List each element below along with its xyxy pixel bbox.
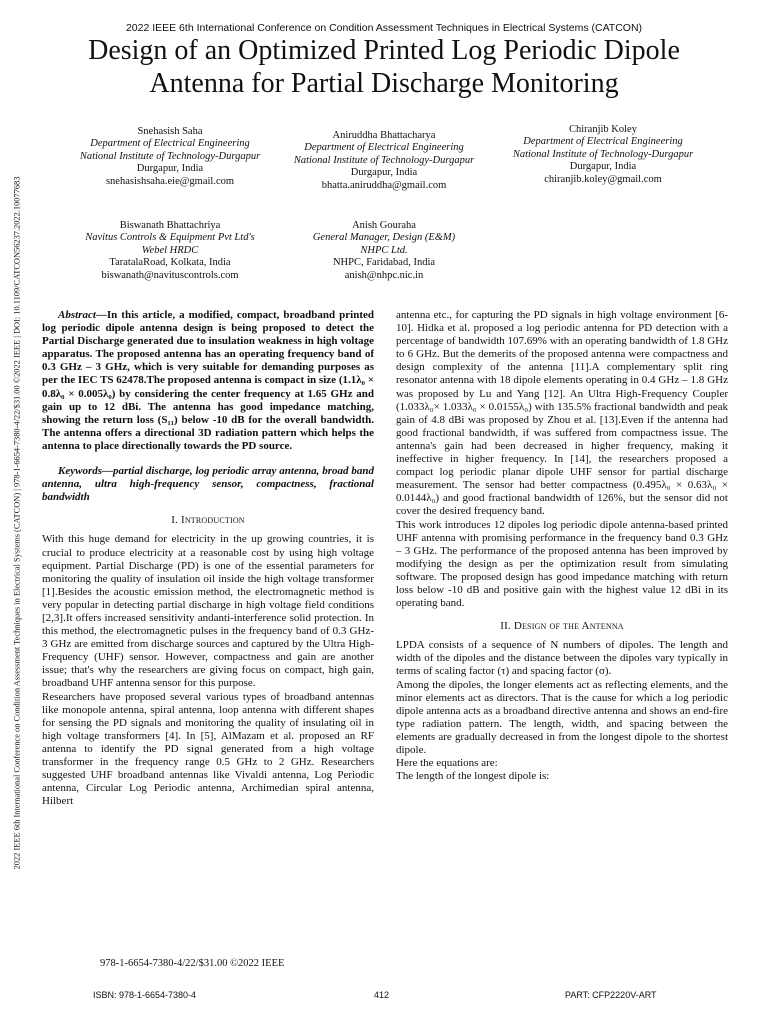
author-email: bhatta.aniruddha@gmail.com — [321, 179, 447, 191]
paragraph: Researchers have proposed several various types of broadband antennas like monopole antenna, spiral antenna, loop antenna with different shapes for sensing the PD signals and monitoring the quality of insulating oil in high voltage transformers [4]. In [5], AlMazam et al. proposed an RF antenna to identify the PD signal generated from a high voltage transformer in the frequency range 0.5 GHz to 2 GHz. Researchers suggested UHF broadband antennas like Vivaldi antenna, Log Periodic antenna, Circular Log Periodic antenna, Archimedian spiral antenna, Hilbert — [42, 690, 374, 808]
left-column — [42, 309, 374, 808]
part-label: PART: CFP2220V-ART — [565, 990, 657, 1000]
paper-title: Design of an Optimized Printed Log Periodic Dipole Antenna for Partial Discharge Monitoring — [88, 35, 680, 99]
author-name: Snehasish Saha — [137, 126, 203, 137]
author-block — [269, 220, 499, 282]
paragraph: Here the equations are: — [396, 757, 498, 770]
author-institute: National Institute of Technology-Durgapur — [79, 150, 261, 162]
author-affiliation: Navitus Controls & Equipment Pvt Ltd's — [85, 232, 255, 244]
paragraph: This work introduces 12 dipoles log periodic dipole antenna-based printed UHF antenna with promising performance in the frequency band 0.3 GHz – 3 GHz. The performance of the proposed antenna has been improved by modifying the design as per the optimization result from simulating software. The proposed design has good impedance matching with return loss below -10 dB and positive gain with the highest value 12 dBi in its operating band. — [396, 518, 728, 610]
doi-sidebar — [6, 108, 28, 938]
author-institute: National Institute of Technology-Durgapur — [512, 148, 694, 160]
author-city: NHPC, Faridabad, India — [332, 257, 436, 269]
author-institute: National Institute of Technology-Durgapur — [293, 154, 475, 166]
copyright-line: 978-1-6654-7380-4/22/$31.00 ©2022 IEEE — [100, 958, 285, 969]
author-city: TaratalaRoad, Kolkata, India — [109, 257, 231, 269]
author-affiliation: Department of Electrical Engineering — [90, 138, 250, 150]
doi-sidebar-text: 2022 IEEE 6th International Conference on Condition Assessment Techniques in Electrical Systems (CATCON) | 978-1-6654-7380-4/22/$31.00 ©2022 IEEE | DOI: 10.1109/CATCON56237.2022.10077683 — [12, 176, 22, 870]
author-affiliation: Department of Electrical Engineering — [304, 142, 464, 154]
paragraph: LPDA consists of a sequence of N numbers of dipoles. The length and width of the dipoles and the distance between the dipoles vary typically in terms of scaling factor (τ) and spacing factor (σ). — [396, 639, 728, 678]
author-name: Biswanath Bhattachriya — [119, 220, 221, 231]
isbn-label: ISBN: 978-1-6654-7380-4 — [93, 990, 197, 1000]
paragraph: With this huge demand for electricity in the up growing countries, it is crucial to produce electricity at a reasonable cost by using high voltage equipment. Partial Discharge (PD) is one of the essential parameters for monitoring the quality of insulation oil inside the high voltage transformer [1].Besides the acoustic emission method, the electromagnetic method is very popular in detecting partial discharge in high voltage field conditions [2,3].It offers increased sensitivity andanti-interference solid protection. In this method, the electromagnetic pulses in the frequency band of 0.3 GHz- 3 GHz are emitted from discharge sources and captured by the Ultra High- Frequency (UHF) sensor. However, compactness and gain are another issue; that's why the researchers are giving focus on compact, high gain, broadband UHF antenna sensor for this purpose. — [42, 533, 374, 690]
section-heading-introduction: I. Introduction — [171, 514, 245, 527]
author-email: anish@nhpc.nic.in — [344, 269, 424, 281]
section-heading-design: II. Design of the Antenna — [500, 620, 624, 633]
author-affiliation: Department of Electrical Engineering — [523, 136, 683, 148]
abstract-label: Abstract — [58, 309, 96, 321]
author-email: chiranjib.koley@gmail.com — [544, 173, 662, 185]
abstract — [42, 309, 374, 453]
right-column — [396, 309, 728, 783]
abstract-text: —In this article, a modified, compact, broadband printed log periodic dipole antenna design is being proposed to detect the Partial Discharge generated due to insulation weakness in high voltage apparatus. The proposed antenna has an operating frequency band of 0.3 GHz – 3 GHz, which is very suitable for demanding purposes as per the IEC TS 62478.The proposed antenna is compact in size (1.1λ₀ × 0.8λ₀ × 0.005λ₀) by considering the center frequency at 1.65 GHz and gain up to 12 dBi. The antenna has good impedance matching, showing the return loss (S₁₁) below -10 dB for the overall bandwidth. The antenna offers a directional 3D radiation pattern which helps the antenna to place directionally towards the PD source. — [42, 309, 374, 452]
author-block — [55, 220, 285, 282]
author-city: Durgapur, India — [136, 163, 204, 175]
keywords: Keywords—partial discharge, log periodic array antenna, broad band antenna, ultra high-frequency sensor, compactness, fractional bandwidth — [42, 465, 374, 504]
paragraph: The length of the longest dipole is: — [396, 770, 550, 783]
author-city: Durgapur, India — [569, 161, 637, 173]
author-city: Durgapur, India — [350, 167, 418, 179]
author-name: Aniruddha Bhattacharya — [332, 130, 436, 141]
paragraph: antenna etc., for capturing the PD signals in high voltage environment [6- 10]. Hidka et al. proposed a log periodic antenna for PD detection with a percentage of bandwidth 107.69% with an operating bandwidth of 1.8 GHz to 6 GHz. But the demerits of the proposed antenna were compactness and design complexity of the antenna [11].A complementary split ring resonator antenna with 18 dipole elements operating in 0.4 GHz – 1.8 GHz was proposed by Lu and Yang [12]. An Ultra High-Frequency Coupler (1.033λ₀× 1.033λ₀ × 0.0155λ₀) with 135.5% fractional bandwidth and peak gain of 4.8 dBi was proposed by Zhou et al. [13].Even if the antenna had good fractional bandwidth, if was suffered from compactness issue. The antenna's gain had been decreased in higher frequency, making it ineffective in higher frequency. In [14], the researchers proposed a compact log periodic planar dipole UHF sensor for partial discharge measurement. The sensor had better compactness (0.495λ₀ × 0.63λ₀ × 0.0144λ₀) and good fractional bandwidth of 126%, but the sensor did not cover the desired frequency band. — [396, 309, 728, 518]
author-name: Anish Gouraha — [352, 220, 416, 231]
author-name: Chiranjib Koley — [569, 124, 637, 135]
conference-header: 2022 IEEE 6th International Conference on Condition Assessment Techniques in Electrical Systems (CATCON) — [125, 22, 643, 34]
author-institute: Webel HRDC — [141, 244, 199, 256]
author-block — [488, 124, 718, 186]
author-email: biswanath@navituscontrols.com — [101, 269, 239, 281]
author-block — [269, 130, 499, 192]
author-block — [55, 126, 285, 188]
author-email: snehasishsaha.eie@gmail.com — [105, 175, 235, 187]
paragraph: Among the dipoles, the longer elements act as reflecting elements, and the minor elements act as directors. That is the cause for which a log periodic dipole antenna acts as a broadband directive antenna and shows an end-fire type radiation pattern. The length, width, and spacing between the elements are gradually decreased in from the longest dipole to the shortest dipole. — [396, 678, 728, 756]
page-number: 412 — [374, 990, 390, 1000]
author-institute: NHPC Ltd. — [360, 244, 408, 256]
author-affiliation: General Manager, Design (E&M) — [312, 232, 456, 244]
